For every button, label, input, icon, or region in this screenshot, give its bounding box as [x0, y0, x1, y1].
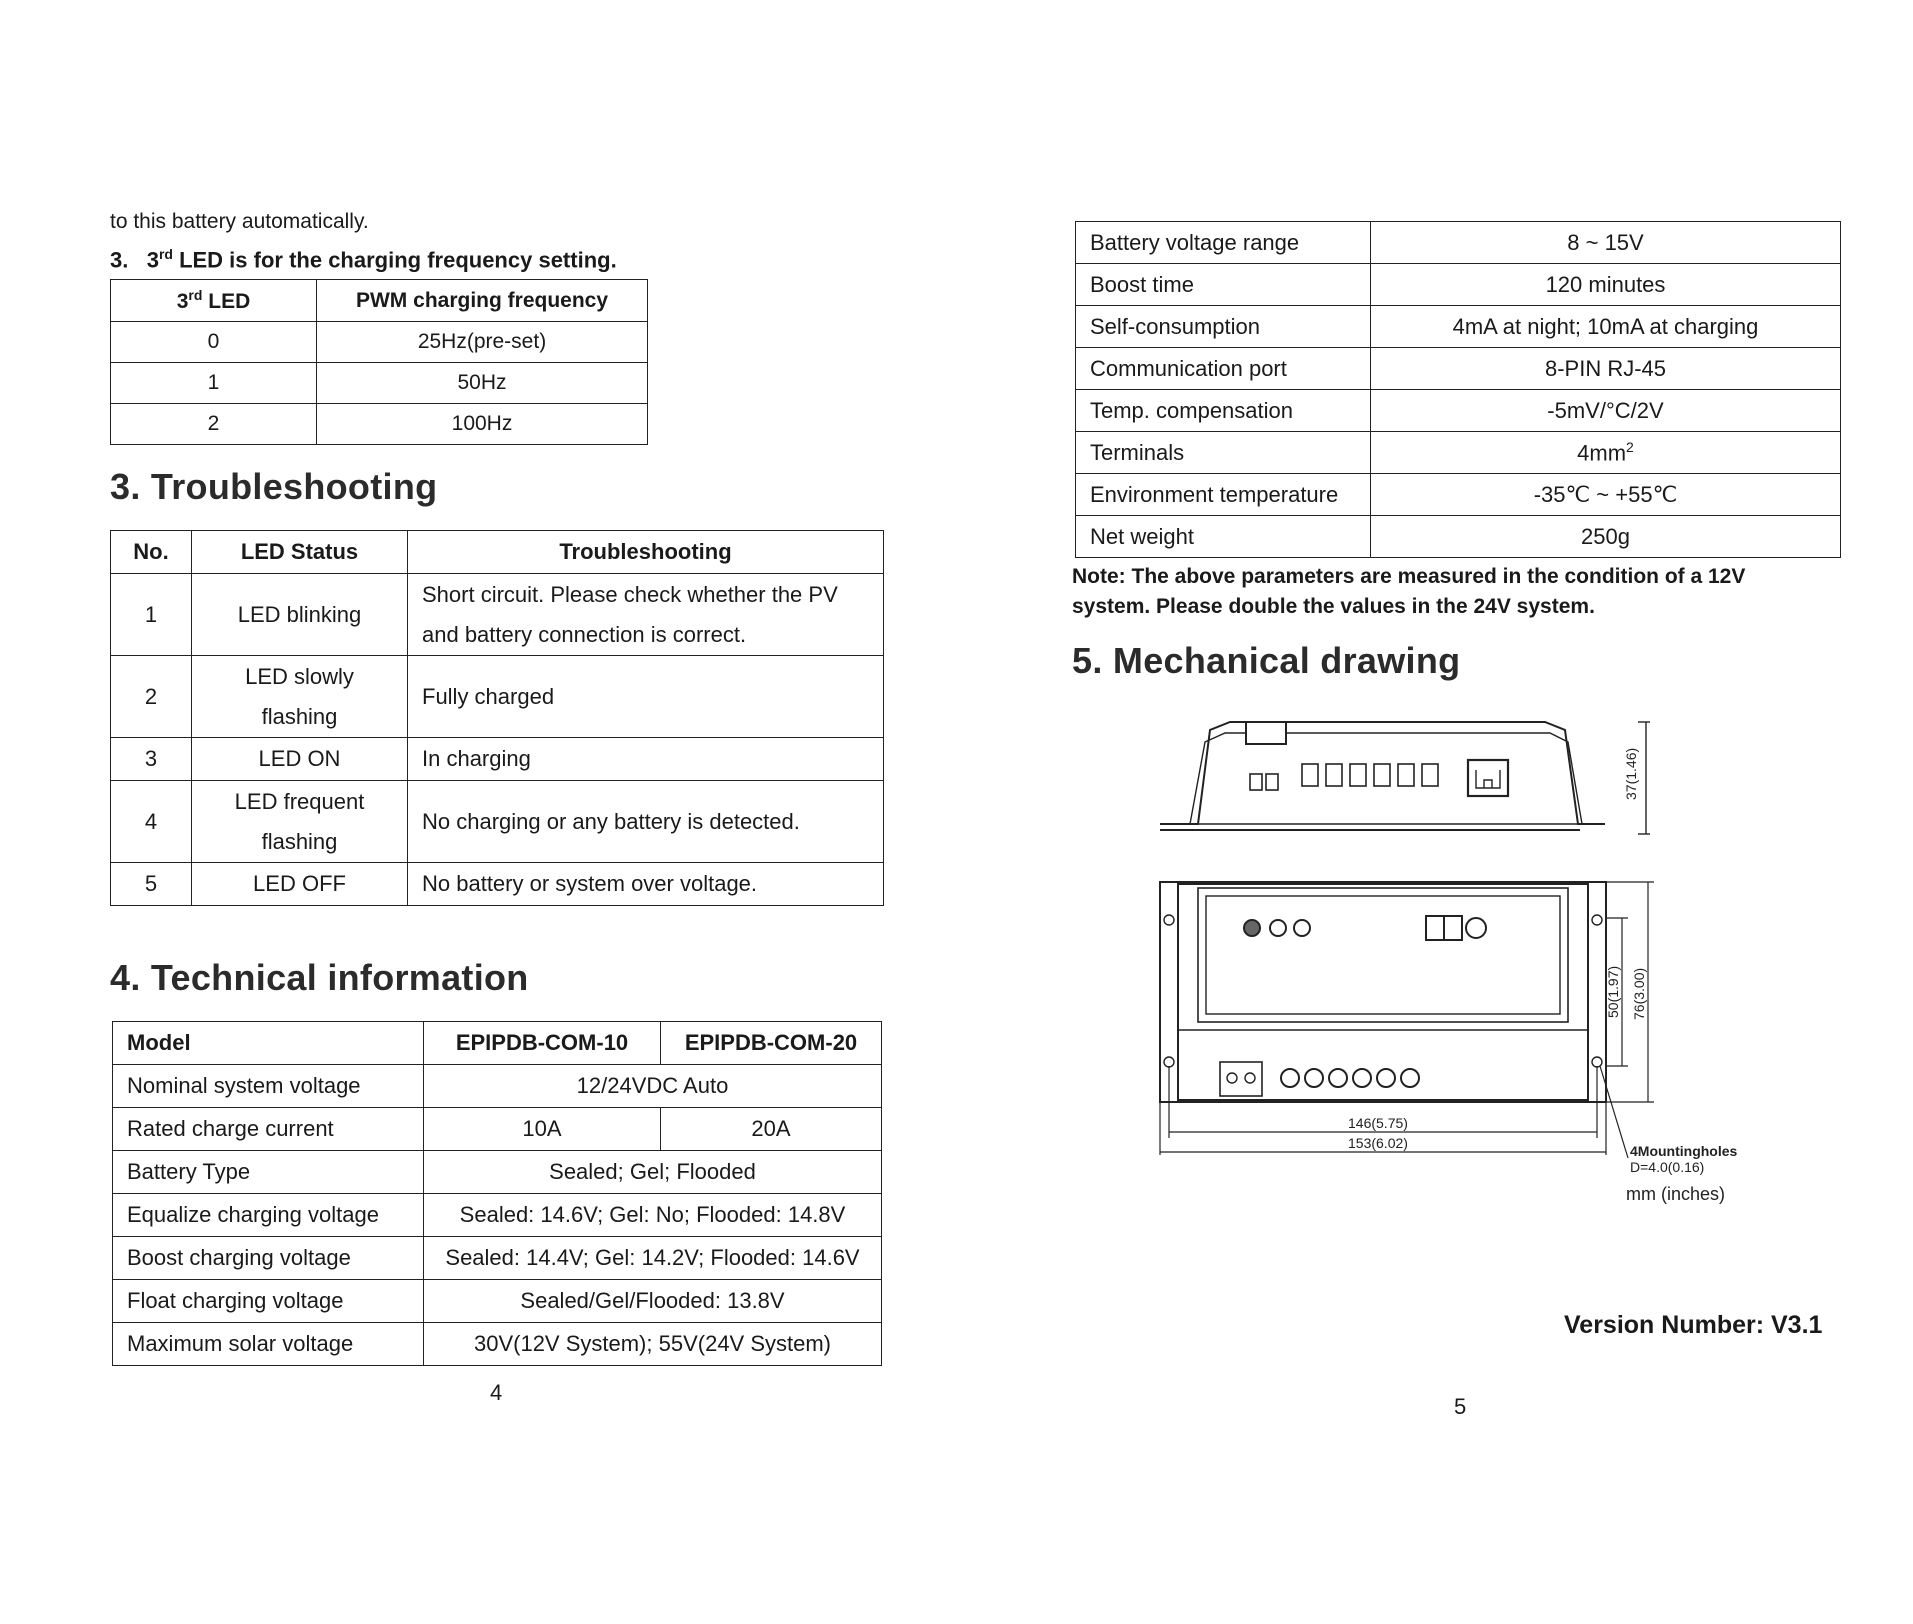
- technical-info-table: [112, 1021, 882, 1366]
- table-row: [113, 1065, 882, 1108]
- spec-value-cell: -35℃ ~ +55℃: [1371, 474, 1841, 516]
- technical-info-title: 4. Technical information: [110, 957, 529, 998]
- tech-label-cell: Nominal system voltage: [113, 1065, 424, 1108]
- table-row: [1076, 390, 1841, 432]
- tech-value-cell: Sealed; Gel; Flooded: [424, 1151, 882, 1194]
- table-row: [113, 1151, 882, 1194]
- mechanical-drawing: [1150, 700, 1790, 1220]
- spec-label-cell: Environment temperature: [1076, 474, 1371, 516]
- side-view: [1160, 722, 1650, 834]
- ts-fix-cell: No charging or any battery is detected.: [408, 781, 884, 863]
- freq-led-cell: 2: [111, 404, 317, 445]
- version-number: Version Number: V3.1: [1564, 1311, 1823, 1339]
- page-number-right: 5: [1454, 1394, 1467, 1419]
- ts-status-cell: LED frequent flashing: [192, 781, 408, 863]
- dim-height-label: 37(1.46): [1623, 747, 1639, 800]
- dim-h1-label: 146(5.75): [1348, 1115, 1408, 1131]
- tech-value-cell: Sealed/Gel/Flooded: 13.8V: [424, 1280, 882, 1323]
- spec-label-cell: Net weight: [1076, 516, 1371, 558]
- table-row: [1076, 432, 1841, 474]
- tech-label-cell: Rated charge current: [113, 1108, 424, 1151]
- spec-label-cell: Self-consumption: [1076, 306, 1371, 348]
- freq-value-cell: 25Hz(pre-set): [317, 322, 648, 363]
- table-row: [111, 656, 884, 738]
- spec-label-cell: Boost time: [1076, 264, 1371, 306]
- ts-no-cell: 1: [111, 574, 192, 656]
- tech-header-model-20: EPIPDB-COM-20: [661, 1022, 882, 1065]
- ts-no-cell: 5: [111, 863, 192, 906]
- table-row: [1076, 348, 1841, 390]
- tech-label-cell: Equalize charging voltage: [113, 1194, 424, 1237]
- freq-led-cell: 1: [111, 363, 317, 404]
- frequency-table: [110, 279, 648, 445]
- ts-header-fix: Troubleshooting: [408, 531, 884, 574]
- tech-header-model: Model: [113, 1022, 424, 1065]
- tech-value-cell: 12/24VDC Auto: [424, 1065, 882, 1108]
- ts-fix-cell: No battery or system over voltage.: [408, 863, 884, 906]
- spec-value-cell: $4mm^2$: [1371, 432, 1841, 474]
- freq-header-frequency: PWM charging frequency: [317, 280, 648, 322]
- spec-label-cell: Terminals: [1076, 432, 1371, 474]
- note-text: Note: The above parameters are measured in the condition of a 12V system. Please double the values in the 24V system.: [1072, 565, 1746, 618]
- spec-value-cell: 8-PIN RJ-45: [1371, 348, 1841, 390]
- table-row: [113, 1237, 882, 1280]
- ts-status-cell: LED slowly flashing: [192, 656, 408, 738]
- units-label: mm (inches): [1626, 1184, 1726, 1204]
- table-row: [113, 1323, 882, 1366]
- table-row: [111, 574, 884, 656]
- table-row: [1076, 306, 1841, 348]
- spec-value-cell: 4mA at night; 10mA at charging: [1371, 306, 1841, 348]
- top-view: [1160, 882, 1738, 1204]
- table-row: [111, 322, 648, 363]
- freq-value-cell: 50Hz: [317, 363, 648, 404]
- spec-value-cell: 250g: [1371, 516, 1841, 558]
- table-row: [111, 781, 884, 863]
- table-row: [1076, 474, 1841, 516]
- freq-led-cell: 0: [111, 322, 317, 363]
- table-row: [1076, 264, 1841, 306]
- table-row: [113, 1108, 882, 1151]
- spec-value-cell: 120 minutes: [1371, 264, 1841, 306]
- ts-fix-cell: Short circuit. Please check whether the PV and battery connection is correct.: [408, 574, 884, 656]
- ts-no-cell: 3: [111, 738, 192, 781]
- troubleshooting-table: [110, 530, 884, 906]
- freq-value-cell: 100Hz: [317, 404, 648, 445]
- freq-header-led: 3rd LED: [111, 280, 317, 322]
- table-row: [111, 363, 648, 404]
- spec-table: [1075, 221, 1841, 558]
- ts-header-status: LED Status: [192, 531, 408, 574]
- spec-label-cell: Battery voltage range: [1076, 222, 1371, 264]
- tech-value-cell: Sealed: 14.6V; Gel: No; Flooded: 14.8V: [424, 1194, 882, 1237]
- troubleshooting-title: 3. Troubleshooting: [110, 466, 438, 507]
- ts-no-cell: 2: [111, 656, 192, 738]
- ts-no-cell: 4: [111, 781, 192, 863]
- tech-header-model-10: EPIPDB-COM-10: [424, 1022, 661, 1065]
- dim-v1-label: 50(1.97): [1605, 965, 1621, 1018]
- table-row: [113, 1194, 882, 1237]
- table-row: [113, 1280, 882, 1323]
- spec-value-cell: -5mV/°C/2V: [1371, 390, 1841, 432]
- tech-value-cell: Sealed: 14.4V; Gel: 14.2V; Flooded: 14.6V: [424, 1237, 882, 1280]
- mechanical-drawing-title: 5. Mechanical drawing: [1072, 640, 1461, 681]
- page-number-left: 4: [490, 1380, 503, 1405]
- spec-value-cell: 8 ~ 15V: [1371, 222, 1841, 264]
- tech-label-cell: Maximum solar voltage: [113, 1323, 424, 1366]
- intro-line: to this battery automatically.: [110, 210, 369, 233]
- tech-value-cell: 30V(12V System); 55V(24V System): [424, 1323, 882, 1366]
- ts-status-cell: LED ON: [192, 738, 408, 781]
- table-row: [111, 863, 884, 906]
- dim-v2-label: 76(3.00): [1631, 967, 1647, 1020]
- item-3-heading: 3. 3rd LED is for the charging frequency setting.: [110, 246, 617, 273]
- ts-header-no: No.: [111, 531, 192, 574]
- ts-fix-cell: In charging: [408, 738, 884, 781]
- table-row: [1076, 222, 1841, 264]
- spec-label-cell: Communication port: [1076, 348, 1371, 390]
- table-row: [1076, 516, 1841, 558]
- dim-h2-label: 153(6.02): [1348, 1135, 1408, 1151]
- mounting-holes-label: 4Mountingholes: [1630, 1143, 1738, 1159]
- spec-label-cell: Temp. compensation: [1076, 390, 1371, 432]
- ts-status-cell: LED OFF: [192, 863, 408, 906]
- ts-fix-cell: Fully charged: [408, 656, 884, 738]
- tech-value-cell: 20A: [661, 1108, 882, 1151]
- tech-label-cell: Battery Type: [113, 1151, 424, 1194]
- tech-value-cell: 10A: [424, 1108, 661, 1151]
- table-row: [111, 738, 884, 781]
- tech-label-cell: Float charging voltage: [113, 1280, 424, 1323]
- ts-status-cell: LED blinking: [192, 574, 408, 656]
- hole-diameter-label: D=4.0(0.16): [1630, 1159, 1705, 1175]
- tech-label-cell: Boost charging voltage: [113, 1237, 424, 1280]
- table-row: [111, 404, 648, 445]
